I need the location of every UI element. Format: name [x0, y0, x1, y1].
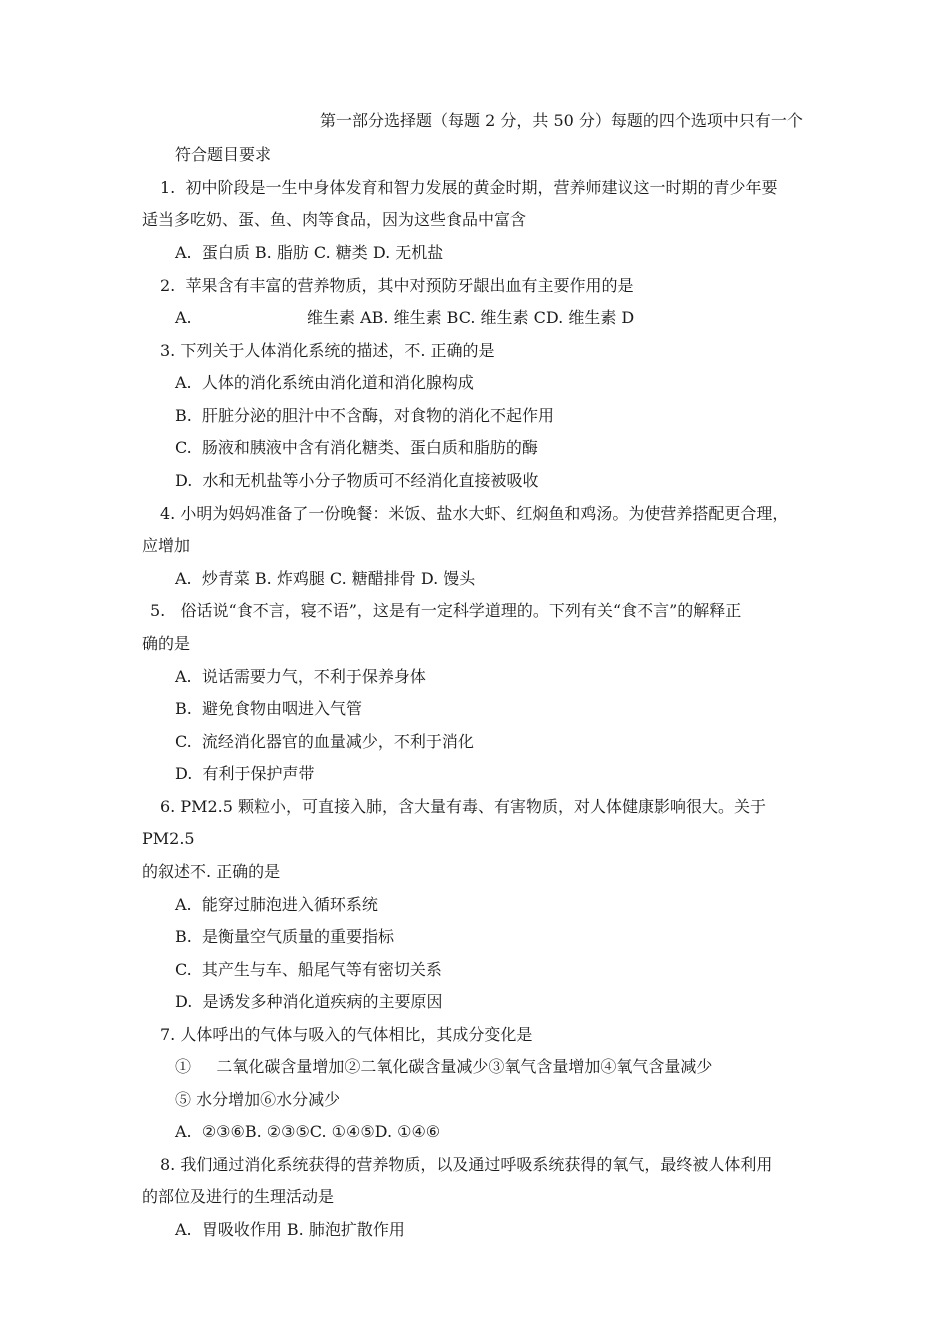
- question-4-stem-line1: 4. 小明为妈妈准备了一份晚餐：米饭、盐水大虾、红焖鱼和鸡汤。为使营养搭配更合理，: [160, 504, 789, 523]
- question-2-stem: 2. 苹果含有丰富的营养物质，其中对预防牙龈出血有主要作用的是: [160, 276, 634, 295]
- question-6-stem-line3: 的叙述不. 正确的是: [142, 862, 281, 881]
- question-6-option-a: A. 能穿过肺泡进入循环系统: [175, 895, 378, 914]
- question-4-options: A. 炒青菜 B. 炸鸡腿 C. 糖醋排骨 D. 馒头: [175, 569, 476, 588]
- question-5-option-b: B. 避免食物由咽进入气管: [175, 699, 363, 718]
- question-5-option-c: C. 流经消化器官的血量减少，不利于消化: [175, 732, 474, 751]
- question-7-stem: 7. 人体呼出的气体与吸入的气体相比，其成分变化是: [160, 1025, 533, 1044]
- question-3-option-c: C. 肠液和胰液中含有消化糖类、蛋白质和脂肪的酶: [175, 438, 538, 457]
- question-5-stem-line1: 5. 俗话说“食不言，寝不语”，这是有一定科学道理的。下列有关“食不言”的解释正: [150, 601, 742, 620]
- question-8-options: A. 胃吸收作用 B. 肺泡扩散作用: [175, 1220, 405, 1239]
- question-4-stem-line2: 应增加: [142, 536, 191, 555]
- question-7-items-line2: ⑤ 水分增加⑥水分减少: [175, 1090, 341, 1109]
- question-6-option-c: C. 其产生与车、船尾气等有密切关系: [175, 960, 442, 979]
- question-7-options: A. ②③⑥B. ②③⑤C. ①④⑤D. ①④⑥: [175, 1122, 441, 1141]
- question-6-stem-line2: PM2.5: [142, 829, 195, 848]
- question-7-items-line1: ① 二氧化碳含量增加②二氧化碳含量减少③氧气含量增加④氧气含量减少: [175, 1057, 713, 1076]
- question-3-stem: 3. 下列关于人体消化系统的描述，不. 正确的是: [160, 341, 495, 360]
- section-header-line2: 符合题目要求: [175, 145, 272, 164]
- question-5-stem-line2: 确的是: [142, 634, 191, 653]
- section-header-line1: 第一部分选择题（每题 2 分，共 50 分）每题的四个选项中只有一个: [320, 111, 803, 130]
- question-3-option-b: B. 肝脏分泌的胆汁中不含酶，对食物的消化不起作用: [175, 406, 555, 425]
- question-6-option-d: D. 是诱发多种消化道疾病的主要原因: [175, 992, 443, 1011]
- question-1-stem-line2: 适当多吃奶、蛋、鱼、肉等食品，因为这些食品中富含: [142, 210, 527, 229]
- question-6-stem-line1: 6. PM2.5 颗粒小，可直接入肺，含大量有毒、有害物质，对人体健康影响很大。关于: [160, 797, 767, 816]
- question-5-option-a: A. 说话需要力气，不利于保养身体: [175, 667, 426, 686]
- question-3-option-d: D. 水和无机盐等小分子物质可不经消化直接被吸收: [175, 471, 539, 490]
- question-5-option-d: D. 有利于保护声带: [175, 764, 315, 783]
- question-2-options: 维生素 AB. 维生素 BC. 维生素 CD. 维生素 D: [307, 308, 635, 327]
- question-8-stem-line2: 的部位及进行的生理活动是: [142, 1187, 335, 1206]
- question-6-option-b: B. 是衡量空气质量的重要指标: [175, 927, 395, 946]
- question-1-stem-line1: 1. 初中阶段是一生中身体发育和智力发展的黄金时期，营养师建议这一时期的青少年要: [160, 178, 778, 197]
- question-8-stem-line1: 8. 我们通过消化系统获得的营养物质，以及通过呼吸系统获得的氧气，最终被人体利用: [160, 1155, 773, 1174]
- question-2-option-letter: A.: [175, 308, 192, 327]
- question-3-option-a: A. 人体的消化系统由消化道和消化腺构成: [175, 373, 474, 392]
- question-1-options: A. 蛋白质 B. 脂肪 C. 糖类 D. 无机盐: [175, 243, 444, 262]
